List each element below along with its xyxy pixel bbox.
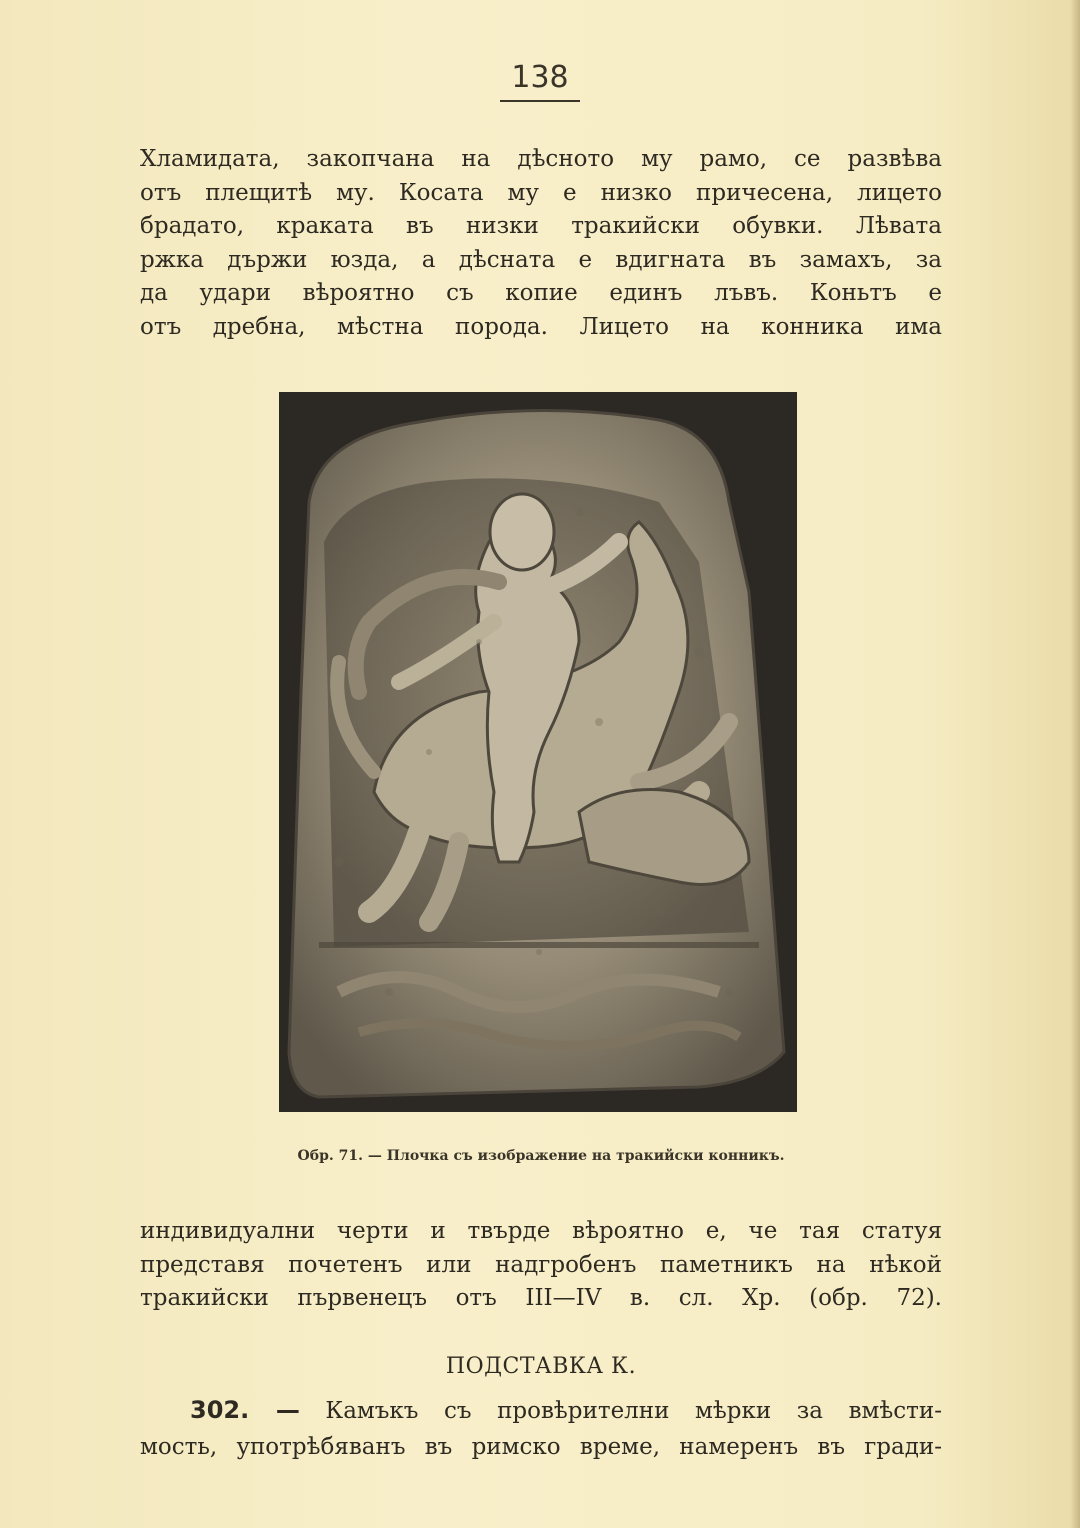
text-line: мость, употрѣбяванъ въ римско време, намеренъ въ гради- [140, 1434, 942, 1460]
figure-caption: Обр. 71. — Плочка съ изображение на тракийски конникъ. [297, 1148, 785, 1164]
thracian-horseman-relief-image [279, 392, 797, 1112]
text-line: да удари вѣроятно съ копие единъ лъвъ. Коньтъ е [140, 280, 942, 307]
entry-number: 302. — [190, 1396, 300, 1424]
entry-text: Камъкъ съ провѣрителни мѣрки за вмѣсти- [325, 1398, 942, 1424]
text-line: отъ плещитѣ му. Косата му е низко причесена, лицето [140, 179, 942, 206]
paragraph-top [140, 143, 942, 345]
text-line: брадато, краката въ низки тракийски обувки. Лѣвата [140, 213, 942, 240]
section-heading: ПОДСТАВКА К. [445, 1354, 637, 1379]
page-number-underline [500, 100, 580, 102]
page-number: 138 [511, 60, 569, 95]
relief-photograph [279, 392, 797, 1112]
text-line: ржка държи юзда, а дѣсната е вдигната въ замахъ, за [140, 246, 942, 273]
page-edge-shadow [1070, 0, 1080, 1528]
paragraph-bottom [140, 1215, 942, 1316]
text-line: индивидуални черти и твърде вѣроятно е, че тая статуя [140, 1218, 942, 1244]
text-line: отъ дребна, мѣстна порода. Лицето на конника има [140, 313, 942, 340]
entry-first-line [140, 1392, 942, 1429]
text-line: представя почетенъ или надгробенъ паметникъ на нѣкой [140, 1251, 942, 1278]
text-line: Хламидата, закопчана на дѣсното му рамо, се развѣва [140, 146, 942, 172]
text-line: тракийски първенецъ отъ III—IV в. сл. Хр. (обр. 72). [140, 1285, 942, 1312]
catalog-entry [140, 1392, 942, 1465]
